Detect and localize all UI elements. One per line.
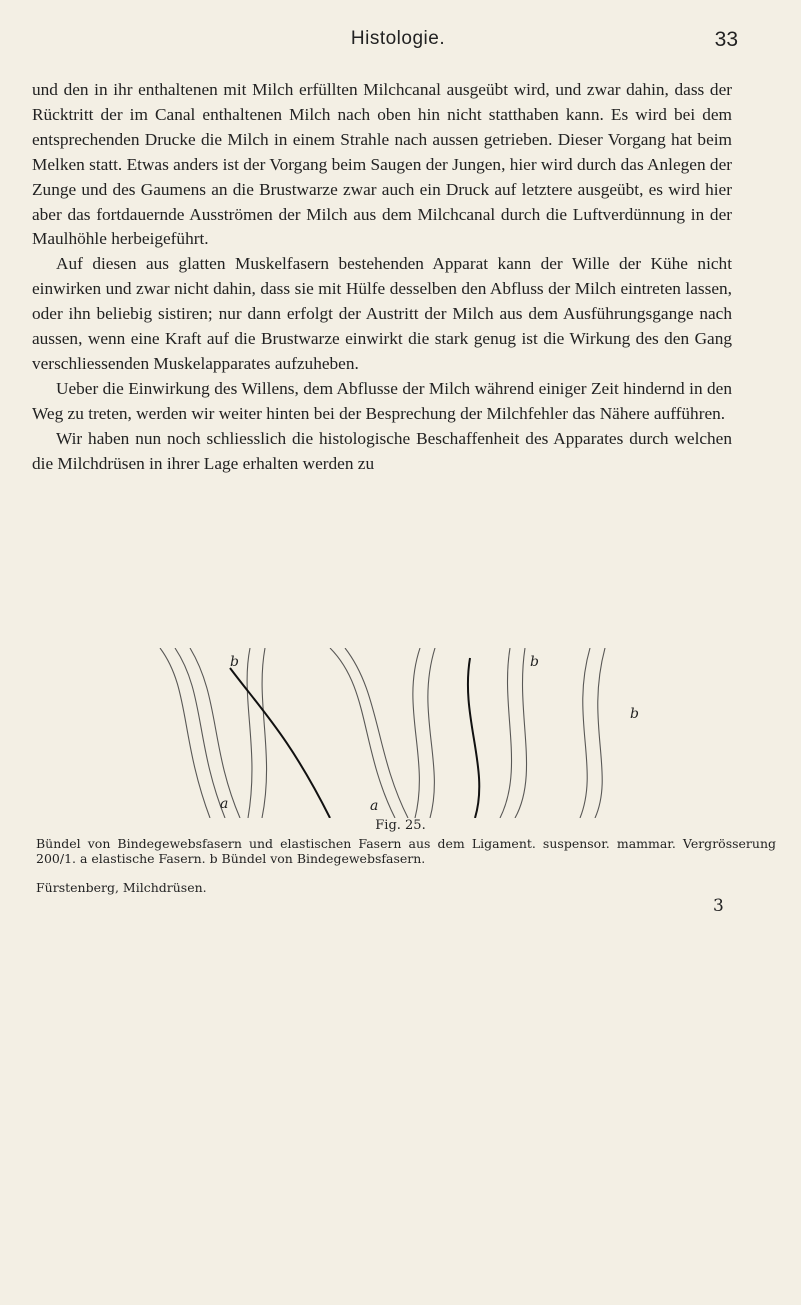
source-line: Fürstenberg, Milchdrüsen.	[36, 880, 207, 895]
body-text	[32, 78, 732, 477]
figure-number: Fig. 25.	[375, 818, 426, 833]
paragraph: Wir haben nun noch schliesslich die histologische Beschaffenheit des Apparates durch welchen die Milchdrüsen in ihrer Lage erhalten werden zu	[32, 428, 732, 473]
figure-label-b: b	[630, 706, 639, 722]
paragraph: und den in ihr enthaltenen mit Milch erfüllten Milchcanal ausgeübt wird, und zwar dahin, dass der Rücktritt der im Canal enthaltenen Milch nach oben hin nicht statthaben kann. Es wird bei dem entsprechenden Drucke die Milch in einem Strahle nach aussen getrieben. Dieser Vorgang hat beim Melken statt. Etwas anders ist der Vorgang beim Saugen der Jungen, hier wird durch das Anlegen der Zunge und des Gaumens an die Brustwarze zwar auch ein Druck auf letztere ausgeübt, es wird hier aber das fortdauernde Ausströmen der Milch aus dem Milchcanal durch die Luftverdünnung in der Maulhöhle herbeigeführt.	[32, 80, 732, 249]
signature-mark: 3	[713, 896, 724, 916]
figure-label-a: a	[220, 796, 229, 812]
running-title: Histologie.	[350, 28, 446, 49]
figure-label-b: b	[230, 654, 239, 670]
paragraph: Ueber die Einwirkung des Willens, dem Abflusse der Milch während einiger Zeit hindernd in den Weg zu treten, werden wir weiter hinten bei der Besprechung der Milchfehler das Nähere aufführen.	[32, 378, 732, 423]
figure-caption: Bündel von Bindegewebsfasern und elastischen Fasern aus dem Ligament. suspensor. mammar. Vergrösserung 200/1. a elastische Fasern. b Bündel von Bindegewebsfasern.	[36, 836, 776, 866]
figure-label-b: b	[530, 654, 539, 670]
paragraph: Auf diesen aus glatten Muskelfasern bestehenden Apparat kann der Wille der Kühe nicht einwirken und zwar nicht dahin, dass sie mit Hülfe desselben den Abfluss der Milch eintreten lassen, oder ihn beliebig sistiren; nur dann erfolgt der Austritt der Milch aus dem Ausführungsgange nach aussen, wenn eine Kraft auf die Brustwarze einwirkt die stark genug ist die Wirkung des den Gang verschliessenden Muskelapparates aufzuheben.	[32, 254, 732, 373]
page-number: 33	[714, 28, 738, 51]
fiber-bundle-drawing	[130, 648, 660, 818]
page-header	[58, 28, 738, 52]
figure-label-a: a	[370, 798, 379, 814]
fiber-illustration	[130, 648, 660, 818]
